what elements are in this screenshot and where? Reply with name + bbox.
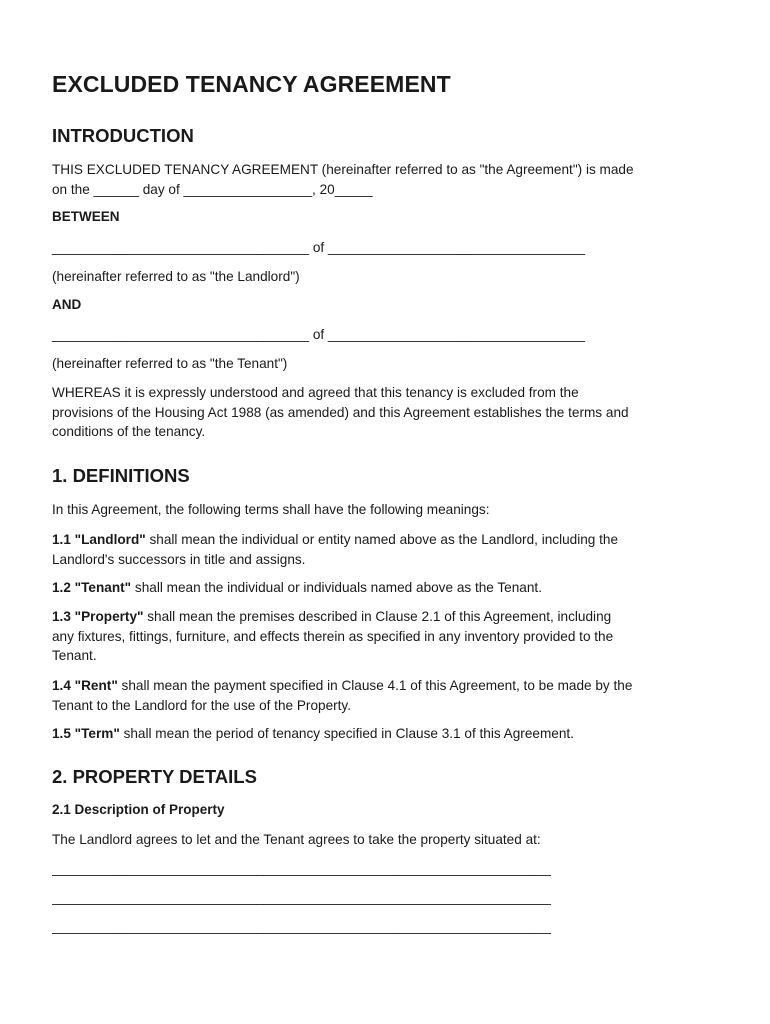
property-lead: The Landlord agrees to let and the Tenant agrees to take the property situated at: — [52, 832, 541, 847]
definition-term: 1.4 "Rent" — [52, 678, 118, 693]
definition-text: shall mean the payment specified in Clause 4.1 of this Agreement, to be made by the — [117, 678, 633, 693]
intro-line-2: on the ______ day of _________________, 20_____ — [52, 181, 373, 197]
tenant-reference: (hereinafter referred to as "the Tenant") — [52, 356, 288, 371]
definition-text: any fixtures, fittings, furniture, and effects therein as specified in any inventory provided to the — [52, 628, 614, 644]
intro-line-1: THIS EXCLUDED TENANCY AGREEMENT (hereinafter referred to as "the Agreement") is made — [52, 162, 634, 177]
tenant-party-line: __________________________________ of __________________________________ — [52, 327, 585, 342]
definition-term: 1.3 "Property" — [52, 609, 144, 624]
definition-rent — [52, 676, 722, 715]
definition-text: shall mean the individual or individuals named above as the Tenant. — [131, 580, 542, 595]
between-label: BETWEEN — [52, 209, 120, 224]
definition-text: shall mean the period of tenancy specified in Clause 3.1 of this Agreement. — [119, 726, 574, 741]
definition-term: 1.1 "Landlord" — [52, 532, 146, 547]
definition-text: Tenant to the Landlord for the use of the Property. — [52, 697, 352, 713]
definition-term-period — [52, 724, 722, 744]
definitions-lead: In this Agreement, the following terms shall have the following meanings: — [52, 502, 490, 517]
definition-property — [52, 607, 722, 666]
definitions-heading: 1. DEFINITIONS — [52, 465, 190, 486]
definition-text: Tenant. — [52, 648, 97, 664]
definition-landlord — [52, 530, 722, 569]
property-details-heading: 2. PROPERTY DETAILS — [52, 766, 257, 787]
property-address-blank-3: __________________________________________________________________ — [52, 919, 551, 934]
definition-text: shall mean the premises described in Clause 2.1 of this Agreement, including — [143, 609, 612, 624]
introduction-heading: INTRODUCTION — [52, 125, 194, 146]
and-label: AND — [52, 297, 82, 312]
property-address-blank-2: __________________________________________________________________ — [52, 890, 551, 905]
landlord-reference: (hereinafter referred to as "the Landlord") — [52, 269, 300, 284]
document-title: EXCLUDED TENANCY AGREEMENT — [52, 71, 451, 97]
whereas-line-3: conditions of the tenancy. — [52, 424, 206, 440]
whereas-line-2: provisions of the Housing Act 1988 (as amended) and this Agreement establishes the terms and — [52, 404, 629, 420]
whereas-paragraph — [52, 383, 722, 442]
landlord-party-line: __________________________________ of __________________________________ — [52, 240, 585, 255]
whereas-line-1: WHEREAS it is expressly understood and agreed that this tenancy is excluded from the — [52, 385, 579, 400]
definition-text: shall mean the individual or entity named above as the Landlord, including the — [145, 532, 619, 547]
property-description-subheading: 2.1 Description of Property — [52, 802, 225, 817]
definition-tenant — [52, 578, 722, 598]
definition-term: 1.5 "Term" — [52, 726, 120, 741]
intro-paragraph — [52, 160, 722, 199]
property-address-blank-1: __________________________________________________________________ — [52, 861, 551, 876]
definition-term: 1.2 "Tenant" — [52, 580, 132, 595]
definition-text: Landlord's successors in title and assigns. — [52, 551, 306, 567]
